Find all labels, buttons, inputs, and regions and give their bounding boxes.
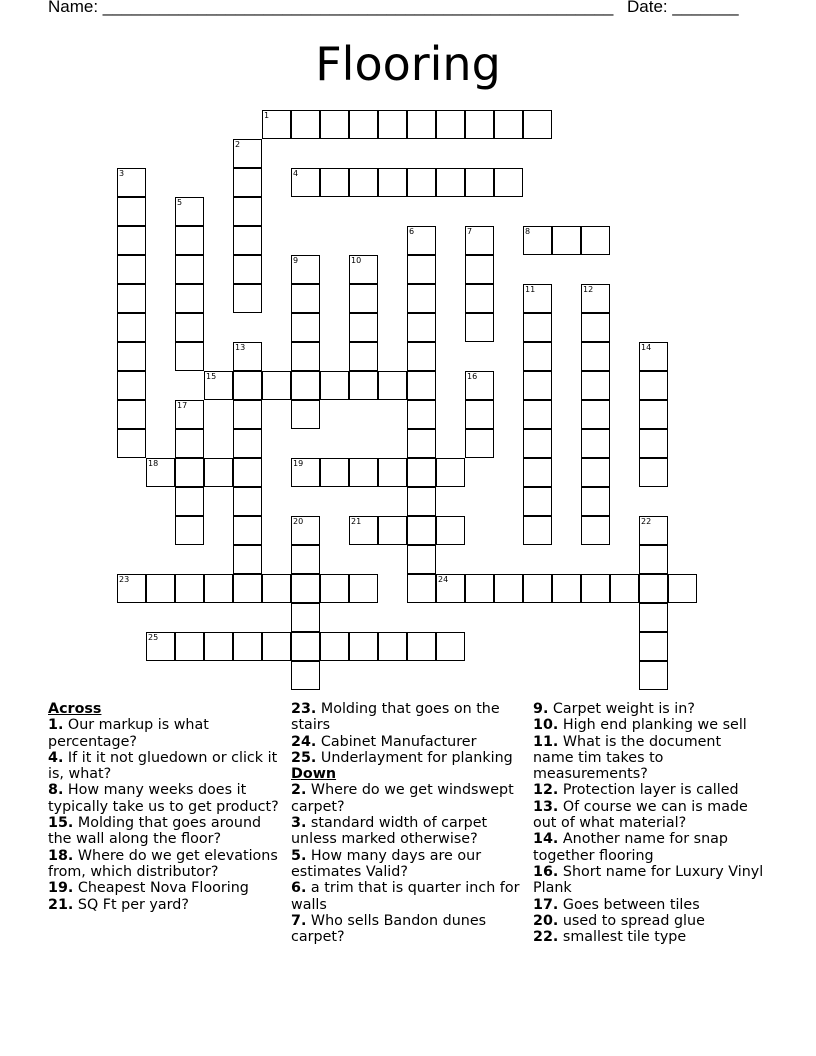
grid-cell[interactable]	[233, 400, 262, 429]
clue-number: 2	[235, 140, 241, 149]
clue-text: Protection layer is called	[558, 782, 739, 799]
grid-cell[interactable]	[378, 110, 407, 139]
clue-num: 9.	[533, 701, 549, 717]
clue-text: High end planking we sell	[558, 717, 747, 734]
grid-cell[interactable]	[291, 516, 320, 545]
grid-cell[interactable]	[465, 400, 494, 429]
grid-cell[interactable]	[407, 574, 436, 603]
clue-num: 18.	[48, 847, 74, 864]
grid-cell[interactable]	[436, 574, 465, 603]
grid-cell[interactable]	[233, 487, 262, 516]
grid-cell[interactable]	[581, 458, 610, 487]
clue-text: Carpet weight is in?	[548, 701, 695, 717]
clue-num: 23.	[291, 701, 317, 717]
grid-cell[interactable]	[204, 371, 233, 400]
grid-cell[interactable]	[407, 487, 436, 516]
grid-cell[interactable]	[378, 516, 407, 545]
grid-cell[interactable]	[262, 110, 291, 139]
clue-text: Of course we can is made out of what material?	[533, 798, 748, 832]
grid-cell[interactable]	[639, 516, 668, 545]
grid-cell[interactable]	[233, 197, 262, 226]
grid-cell[interactable]	[233, 632, 262, 661]
grid-cell[interactable]	[349, 458, 378, 487]
grid-cell[interactable]	[610, 574, 639, 603]
grid-cell[interactable]	[291, 342, 320, 371]
grid-cell[interactable]	[552, 226, 581, 255]
grid-cell[interactable]	[407, 632, 436, 661]
grid-cell[interactable]	[407, 313, 436, 342]
grid-cell[interactable]	[233, 168, 262, 197]
clue-number: 23	[119, 575, 130, 584]
down-clue	[291, 782, 523, 815]
clue-number: 8	[525, 227, 531, 236]
grid-cell[interactable]	[407, 545, 436, 574]
down-clue	[533, 913, 765, 929]
grid-cell[interactable]	[581, 313, 610, 342]
grid-cell[interactable]	[523, 516, 552, 545]
grid-cell[interactable]	[233, 284, 262, 313]
clue-text: What is the document name tim takes to measurements?	[533, 733, 722, 783]
down-clue	[533, 831, 765, 864]
down-clue	[533, 734, 765, 783]
grid-cell[interactable]	[465, 168, 494, 197]
grid-cell[interactable]	[639, 371, 668, 400]
grid-cell[interactable]	[639, 545, 668, 574]
clue-num: 1.	[48, 717, 64, 734]
grid-cell[interactable]	[523, 371, 552, 400]
clue-text: Short name for Luxury Vinyl Plank	[533, 863, 764, 897]
clue-number: 7	[467, 227, 473, 236]
across-clue	[291, 734, 523, 750]
grid-cell[interactable]	[349, 632, 378, 661]
clue-number: 3	[119, 169, 125, 178]
across-clue	[291, 701, 523, 734]
clue-num: 2.	[291, 782, 307, 799]
clue-number: 21	[351, 517, 362, 526]
grid-cell[interactable]	[523, 400, 552, 429]
grid-cell[interactable]	[639, 603, 668, 632]
clue-number: 19	[293, 459, 304, 468]
grid-cell[interactable]	[523, 313, 552, 342]
grid-cell[interactable]	[291, 313, 320, 342]
grid-cell[interactable]	[639, 400, 668, 429]
grid-cell[interactable]	[175, 458, 204, 487]
clue-text: smallest tile type	[558, 929, 687, 946]
clue-num: 6.	[291, 880, 307, 897]
grid-cell[interactable]	[233, 429, 262, 458]
grid-cell[interactable]	[465, 255, 494, 284]
clue-num: 24.	[291, 733, 317, 750]
clue-num: 7.	[291, 912, 307, 929]
grid-cell[interactable]	[523, 110, 552, 139]
grid-cell[interactable]	[175, 400, 204, 429]
grid-cell[interactable]	[175, 226, 204, 255]
across-clue	[48, 782, 280, 815]
grid-cell[interactable]	[465, 284, 494, 313]
grid-cell[interactable]	[494, 110, 523, 139]
clue-number: 13	[235, 343, 246, 352]
across-clue	[291, 750, 523, 766]
grid-cell[interactable]	[175, 574, 204, 603]
grid-cell[interactable]	[639, 429, 668, 458]
clue-number: 5	[177, 198, 183, 207]
grid-cell[interactable]	[175, 197, 204, 226]
clue-number: 6	[409, 227, 415, 236]
clue-num: 12.	[533, 782, 559, 799]
grid-cell[interactable]	[349, 371, 378, 400]
grid-cell[interactable]	[117, 371, 146, 400]
clue-text: How many weeks does it typically take us to get product?	[48, 782, 279, 815]
grid-cell[interactable]	[465, 226, 494, 255]
grid-cell[interactable]	[262, 574, 291, 603]
clue-text: Goes between tiles	[558, 896, 700, 913]
clue-number: 16	[467, 372, 478, 381]
clue-num: 10.	[533, 717, 559, 734]
clue-text: Where do we get windswept carpet?	[291, 782, 514, 815]
grid-cell[interactable]	[117, 429, 146, 458]
grid-cell[interactable]	[436, 168, 465, 197]
grid-cell[interactable]	[291, 661, 320, 690]
grid-cell[interactable]	[291, 255, 320, 284]
down-clue	[533, 717, 765, 733]
grid-cell[interactable]	[291, 400, 320, 429]
grid-cell[interactable]	[581, 429, 610, 458]
down-clue	[533, 799, 765, 832]
grid-cell[interactable]	[175, 429, 204, 458]
grid-cell[interactable]	[349, 516, 378, 545]
clue-num: 19.	[48, 880, 74, 897]
grid-cell[interactable]	[581, 284, 610, 313]
clue-text: Where do we get elevations from, which distributor?	[48, 847, 278, 880]
grid-cell[interactable]	[407, 168, 436, 197]
across-clue	[48, 815, 280, 848]
grid-cell[interactable]	[581, 371, 610, 400]
grid-cell[interactable]	[436, 516, 465, 545]
clue-text: Who sells Bandon dunes carpet?	[291, 912, 487, 946]
clue-text: a trim that is quarter inch for walls	[291, 880, 520, 913]
date-field-label: Date: _______	[627, 0, 739, 16]
grid-cell[interactable]	[117, 226, 146, 255]
clue-number: 24	[438, 575, 449, 584]
grid-cell[interactable]	[233, 458, 262, 487]
grid-cell[interactable]	[320, 458, 349, 487]
grid-cell[interactable]	[407, 284, 436, 313]
grid-cell[interactable]	[320, 110, 349, 139]
grid-cell[interactable]	[349, 342, 378, 371]
grid-cell[interactable]	[233, 226, 262, 255]
clue-num: 13.	[533, 798, 559, 815]
grid-cell[interactable]	[291, 603, 320, 632]
name-field-label: Name: ______________________________________________________	[48, 0, 614, 16]
clue-num: 25.	[291, 749, 317, 766]
grid-cell[interactable]	[233, 255, 262, 284]
grid-cell[interactable]	[291, 545, 320, 574]
grid-cell[interactable]	[436, 110, 465, 139]
clue-number: 9	[293, 256, 299, 265]
clue-num: 20.	[533, 912, 559, 929]
clue-text: Cheapest Nova Flooring	[73, 880, 249, 897]
grid-cell[interactable]	[581, 226, 610, 255]
grid-cell[interactable]	[349, 313, 378, 342]
clue-num: 4.	[48, 749, 64, 766]
grid-cell[interactable]	[436, 458, 465, 487]
clue-number: 10	[351, 256, 362, 265]
grid-cell[interactable]	[523, 284, 552, 313]
clue-number: 17	[177, 401, 188, 410]
grid-cell[interactable]	[523, 429, 552, 458]
down-heading: Down	[291, 766, 337, 783]
clue-text: Molding that goes around the wall along the floor?	[48, 815, 262, 848]
grid-cell[interactable]	[523, 226, 552, 255]
down-clue	[291, 848, 523, 881]
grid-cell[interactable]	[552, 574, 581, 603]
grid-cell[interactable]	[378, 371, 407, 400]
grid-cell[interactable]	[407, 110, 436, 139]
grid-cell[interactable]	[320, 371, 349, 400]
grid-cell[interactable]	[175, 284, 204, 313]
grid-cell[interactable]	[523, 574, 552, 603]
grid-cell[interactable]	[581, 400, 610, 429]
clue-num: 15.	[48, 815, 74, 832]
clue-num: 22.	[533, 929, 559, 946]
grid-cell[interactable]	[262, 371, 291, 400]
grid-cell[interactable]	[639, 632, 668, 661]
grid-cell[interactable]	[523, 458, 552, 487]
grid-cell[interactable]	[146, 574, 175, 603]
down-clue	[291, 913, 523, 946]
grid-cell[interactable]	[117, 400, 146, 429]
clue-num: 21.	[48, 896, 74, 913]
grid-cell[interactable]	[320, 632, 349, 661]
grid-cell[interactable]	[523, 487, 552, 516]
grid-cell[interactable]	[581, 574, 610, 603]
clue-num: 3.	[291, 815, 307, 832]
grid-cell[interactable]	[349, 574, 378, 603]
grid-cell[interactable]	[639, 458, 668, 487]
clue-text: If it it not gluedown or click it is, what?	[48, 749, 278, 783]
grid-cell[interactable]	[117, 313, 146, 342]
clue-num: 11.	[533, 733, 559, 750]
grid-cell[interactable]	[407, 226, 436, 255]
clue-text: Another name for snap together flooring	[533, 831, 728, 864]
down-clue	[533, 701, 765, 717]
clue-num: 16.	[533, 863, 559, 880]
grid-cell[interactable]	[349, 168, 378, 197]
clue-number: 25	[148, 633, 159, 642]
clue-number: 1	[264, 111, 270, 120]
clue-text: Our markup is what percentage?	[48, 717, 209, 750]
grid-cell[interactable]	[175, 516, 204, 545]
grid-cell[interactable]	[465, 574, 494, 603]
grid-cell[interactable]	[117, 255, 146, 284]
grid-cell[interactable]	[291, 110, 320, 139]
down-clue	[291, 880, 523, 913]
grid-cell[interactable]	[378, 168, 407, 197]
clue-num: 17.	[533, 896, 559, 913]
grid-cell[interactable]	[233, 574, 262, 603]
grid-cell[interactable]	[349, 284, 378, 313]
grid-cell[interactable]	[668, 574, 697, 603]
grid-cell[interactable]	[204, 574, 233, 603]
clue-column-3	[533, 701, 765, 945]
grid-cell[interactable]	[291, 574, 320, 603]
grid-cell[interactable]	[233, 545, 262, 574]
grid-cell[interactable]	[175, 632, 204, 661]
clue-text: Molding that goes on the stairs	[291, 701, 500, 734]
clue-number: 11	[525, 285, 536, 294]
across-clue	[48, 750, 280, 783]
grid-cell[interactable]	[465, 429, 494, 458]
grid-cell[interactable]	[407, 429, 436, 458]
grid-cell[interactable]	[407, 458, 436, 487]
grid-cell[interactable]	[349, 110, 378, 139]
grid-cell[interactable]	[320, 168, 349, 197]
grid-cell[interactable]	[639, 661, 668, 690]
down-clue	[533, 864, 765, 897]
grid-cell[interactable]	[233, 371, 262, 400]
grid-cell[interactable]	[291, 632, 320, 661]
grid-cell[interactable]	[320, 574, 349, 603]
grid-cell[interactable]	[262, 632, 291, 661]
grid-cell[interactable]	[175, 487, 204, 516]
grid-cell[interactable]	[465, 371, 494, 400]
grid-cell[interactable]	[117, 284, 146, 313]
clue-column-1	[48, 701, 280, 913]
grid-cell[interactable]	[581, 487, 610, 516]
across-clue	[48, 717, 280, 750]
grid-cell[interactable]	[407, 516, 436, 545]
grid-cell[interactable]	[523, 342, 552, 371]
grid-cell[interactable]	[349, 255, 378, 284]
grid-cell[interactable]	[581, 342, 610, 371]
grid-cell[interactable]	[117, 197, 146, 226]
across-clue	[48, 897, 280, 913]
clue-number: 18	[148, 459, 159, 468]
grid-cell[interactable]	[407, 400, 436, 429]
grid-cell[interactable]	[436, 632, 465, 661]
grid-cell[interactable]	[407, 342, 436, 371]
grid-cell[interactable]	[291, 168, 320, 197]
down-clue	[533, 897, 765, 913]
grid-cell[interactable]	[407, 255, 436, 284]
grid-cell[interactable]	[233, 342, 262, 371]
grid-cell[interactable]	[204, 632, 233, 661]
grid-cell[interactable]	[581, 516, 610, 545]
across-clue	[48, 880, 280, 896]
grid-cell[interactable]	[117, 574, 146, 603]
clue-number: 4	[293, 169, 299, 178]
clue-number: 15	[206, 372, 217, 381]
grid-cell[interactable]	[465, 110, 494, 139]
grid-cell[interactable]	[378, 458, 407, 487]
grid-cell[interactable]	[117, 342, 146, 371]
clue-text: used to spread glue	[558, 912, 705, 929]
down-clue	[291, 815, 523, 848]
clue-number: 12	[583, 285, 594, 294]
clue-text: standard width of carpet unless marked otherwise?	[291, 815, 488, 848]
down-clue	[533, 782, 765, 798]
clue-num: 5.	[291, 847, 307, 864]
grid-cell[interactable]	[291, 284, 320, 313]
grid-cell[interactable]	[146, 632, 175, 661]
clue-text: Cabinet Manufacturer	[316, 733, 477, 750]
clue-number: 20	[293, 517, 304, 526]
grid-cell[interactable]	[407, 371, 436, 400]
clue-number: 22	[641, 517, 652, 526]
grid-cell[interactable]	[494, 168, 523, 197]
clue-text: SQ Ft per yard?	[73, 896, 189, 913]
grid-cell[interactable]	[494, 574, 523, 603]
grid-cell[interactable]	[291, 371, 320, 400]
grid-cell[interactable]	[204, 458, 233, 487]
clue-num: 14.	[533, 831, 559, 848]
grid-cell[interactable]	[378, 632, 407, 661]
down-clue	[533, 929, 765, 945]
clue-text: How many days are our estimates Valid?	[291, 847, 482, 880]
clue-number: 14	[641, 343, 652, 352]
grid-cell[interactable]	[639, 574, 668, 603]
grid-cell[interactable]	[465, 313, 494, 342]
grid-cell[interactable]	[117, 168, 146, 197]
grid-cell[interactable]	[291, 458, 320, 487]
puzzle-title: Flooring	[315, 37, 501, 91]
grid-cell[interactable]	[233, 516, 262, 545]
grid-cell[interactable]	[146, 458, 175, 487]
clue-column-2	[291, 701, 523, 945]
grid-cell[interactable]	[175, 313, 204, 342]
grid-cell[interactable]	[175, 255, 204, 284]
grid-cell[interactable]	[175, 342, 204, 371]
across-clue	[48, 848, 280, 881]
grid-cell[interactable]	[233, 139, 262, 168]
grid-cell[interactable]	[639, 342, 668, 371]
across-heading: Across	[48, 701, 102, 717]
clue-text: Underlayment for planking	[316, 749, 513, 766]
clue-num: 8.	[48, 782, 64, 799]
